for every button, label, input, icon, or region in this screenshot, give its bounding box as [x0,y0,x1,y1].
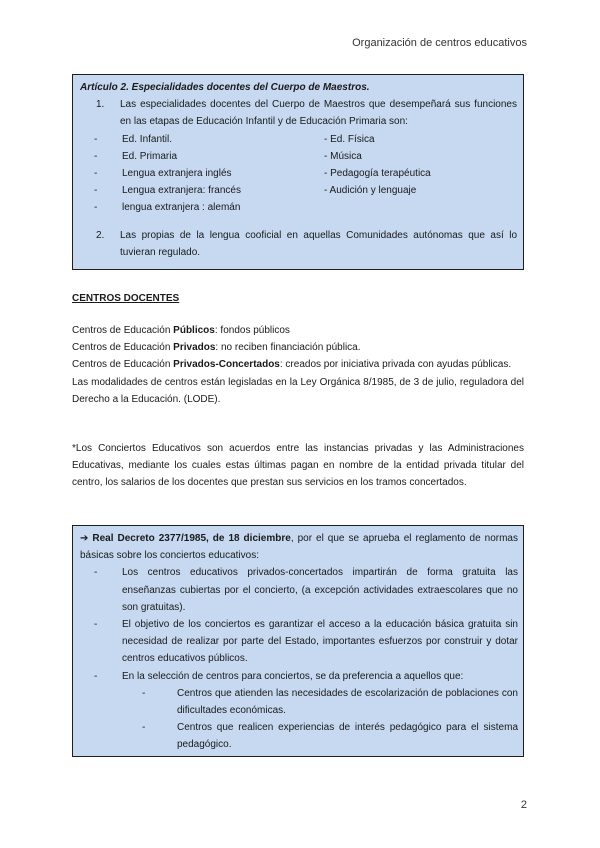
dash: - [142,722,146,734]
decree-item-text: Los centros educativos privados-concertados impartirán de forma gratuita las enseñanzas cubiertas por el concierto, (a excepción actividades extraescolares que no son gratuitas). [122,567,518,613]
item-number: 2. [96,229,105,241]
item-number: 1. [96,99,105,111]
item-text: Las propias de la lengua cooficial en aquellas Comunidades autónomas que así lo tuvieran regulado. [120,229,517,258]
specialty-text: Ed. Primaria [122,150,178,162]
specialty-text: Lengua extranjera: francés [122,185,241,197]
centros-concertados [72,356,524,373]
decree-box [72,525,524,757]
text: Centros de Educación [72,325,174,336]
decree-item-text: El objetivo de los conciertos es garantizar el acceso a la educación básica gratuita sin necesidad de realizar por parte del Estado, importantes esfuerzos por construir y dotar centros educativos públicos. [122,619,518,665]
specialties-columns [80,131,517,217]
decree-item [80,616,518,668]
numbered-item [80,227,517,261]
running-header: Organización de centros educativos [352,37,527,49]
text: : no reciben financiación pública. [215,342,361,354]
article-box [72,74,524,270]
centros-publicos [72,322,524,339]
dash: - [94,619,98,631]
decree-subitem-text: Centros que atienden las necesidades de escolarización de poblaciones con dificultades económicas. [177,687,518,717]
specialty-item [80,131,324,148]
decree-item [80,564,518,616]
numbered-item [80,96,517,130]
text: : creados por iniciativa privada con ayudas públicas. [279,359,512,371]
specialty-item: - Pedagogía terapéutica [324,168,431,180]
specialty-item [80,199,324,216]
specialty-text: Ed. Infantil. [122,133,173,145]
bold-text: Privados-Concertados [173,359,280,371]
specialty-item: - Audición y lenguaje [324,185,417,197]
centros-list [72,322,524,408]
section-title: CENTROS DOCENTES [72,293,180,304]
specialty-item [80,182,324,199]
article-title: Artículo 2. Especialidades docentes del Cuerpo de Maestros. [80,82,370,93]
centros-privados [72,339,524,356]
specialties-right [324,131,517,217]
dash: - [94,150,98,162]
specialty-text: lengua extranjera : alemán [122,202,241,214]
specialty-item [80,148,324,165]
dash: - [94,185,98,197]
decree-subitem [80,685,518,719]
specialty-text: Lengua extranjera inglés [122,168,232,180]
conciertos-note: *Los Conciertos Educativos son acuerdos entre las instancias privadas y las Administraciones Educativas, mediante los cuales estas últimas pagan en nombre de la entidad privada titular del centro, los salarios de los docentes que prestan sus servicios en los tramos concertados. [72,443,524,489]
bold-text: Privados [173,342,216,354]
item-text: Las especialidades docentes del Cuerpo de Maestros que desempeñará sus funciones en las etapas de Educación Infantil y de Educación Primaria son: [120,99,517,128]
specialty-item [80,165,324,182]
decree-subitem-text: Centros que realicen experiencias de interés pedagógico para el sistema pedagógico. [177,722,518,751]
text: Centros de Educación [72,359,174,371]
text: : fondos públicos [214,325,290,336]
dash: - [94,133,98,145]
dash: - [142,687,146,699]
dash: - [94,202,98,214]
specialty-item: - Música [324,150,362,162]
bold-text: Públicos [173,325,215,336]
lode-paragraph: Las modalidades de centros están legisladas en la Ley Orgánica 8/1985, de 3 de julio, reguladora del Derecho a la Educación. (LODE). [72,376,524,405]
page-number: 2 [520,799,527,811]
text: Centros de Educación [72,342,174,354]
dash: - [94,670,98,682]
specialty-item: - Ed. Física [324,133,375,145]
dash: - [94,168,98,180]
decree-desc: , por el que se aprueba el reglamento de normas básicas sobre los conciertos educativos: [80,533,518,562]
decree-item-text: En la selección de centros para conciertos, se da preferencia a aquellos que: [122,670,464,682]
specialties-left [80,131,324,217]
dash: - [94,567,98,579]
arrow-icon: ➔ [80,533,89,544]
decree-item [80,668,518,685]
decree-subitem [80,719,518,753]
decree-title [80,530,518,564]
decree-name: Real Decreto 2377/1985, de 18 diciembre [92,533,291,544]
